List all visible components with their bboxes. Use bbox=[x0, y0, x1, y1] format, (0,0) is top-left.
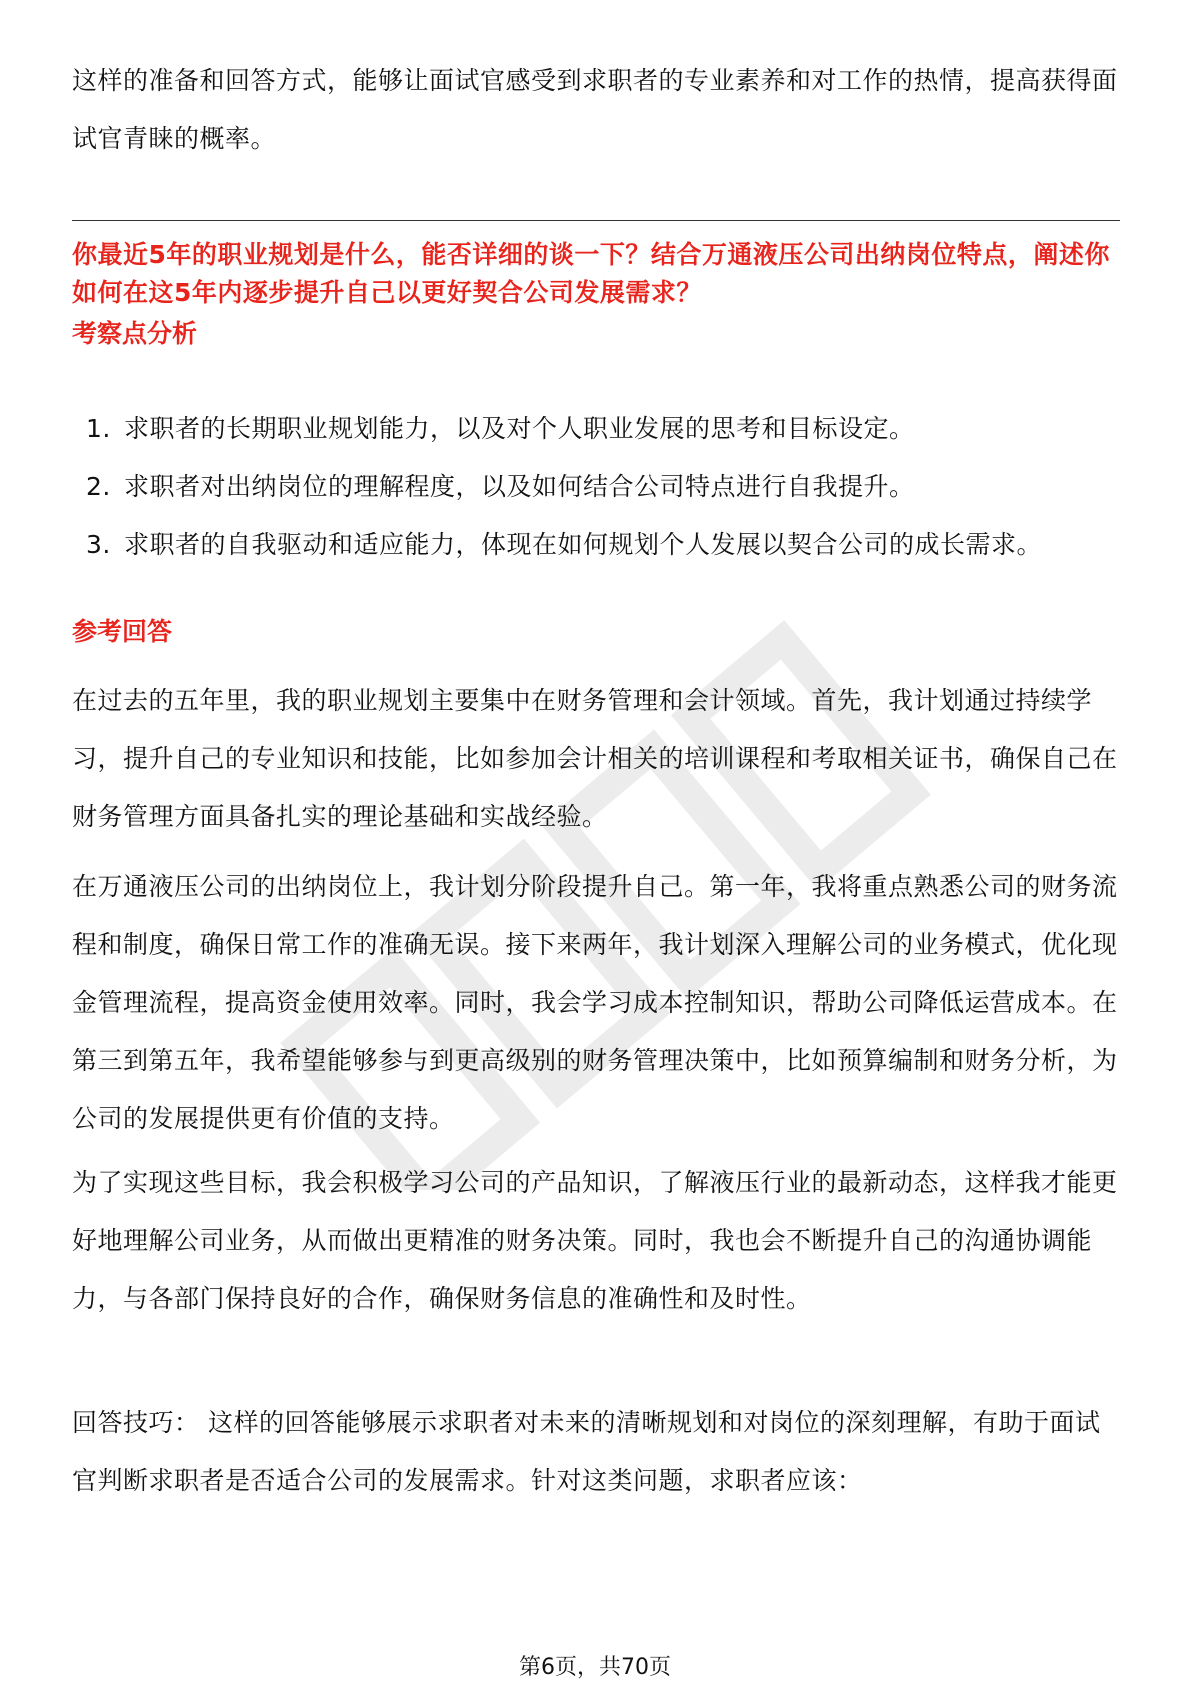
list-item bbox=[72, 400, 1120, 458]
answer-text: 在万通液压公司的出纳岗位上，我计划分阶段提升自己。第一年，我将重点熟悉公司的财务流程和制度，确保日常工作的准确无误。接下来两年，我计划深入理解公司的业务模式，优化现金管理流程，提高资金使用效率。同时，我会学习成本控制知识，帮助公司降低运营成本。在第三到第五年，我希望能够参与到更高级别的财务管理决策中，比如预算编制和财务分析，为公司的发展提供更有价值的支持。 bbox=[72, 872, 1118, 1133]
list-item bbox=[72, 458, 1120, 516]
tips-section bbox=[72, 1394, 1120, 1510]
page-number: 第6页，共70页 bbox=[519, 1655, 671, 1680]
list-item-text: 求职者的自我驱动和适应能力，体现在如何规划个人发展以契合公司的成长需求。 bbox=[124, 530, 1043, 559]
answer-heading: 参考回答 bbox=[72, 617, 173, 646]
intro-paragraph: 这样的准备和回答方式，能够让面试官感受到求职者的专业素养和对工作的热情，提高获得面试官青睐的概率。 bbox=[72, 66, 1118, 153]
list-item bbox=[72, 516, 1120, 574]
question-heading: 你最近5年的职业规划是什么，能否详细的谈一下？结合万通液压公司出纳岗位特点，阐述你如何在这5年内逐步提升自己以更好契合公司发展需求？ bbox=[72, 240, 1110, 307]
answer-text: 在过去的五年里，我的职业规划主要集中在财务管理和会计领域。首先，我计划通过持续学习，提升自己的专业知识和技能，比如参加会计相关的培训课程和考取相关证书，确保自己在财务管理方面具备扎实的理论基础和实战经验。 bbox=[72, 686, 1118, 831]
answer-text: 为了实现这些目标，我会积极学习公司的产品知识，了解液压行业的最新动态，这样我才能更好地理解公司业务，从而做出更精准的财务决策。同时，我也会不断提升自己的沟通协调能力，与各部门保持良好的合作，确保财务信息的准确性和及时性。 bbox=[72, 1168, 1118, 1313]
answer-paragraph-3 bbox=[72, 1154, 1120, 1328]
list-item-number: 2. bbox=[86, 472, 111, 501]
tips-text: 回答技巧： 这样的回答能够展示求职者对未来的清晰规划和对岗位的深刻理解，有助于面试官判断求职者是否适合公司的发展需求。针对这类问题，求职者应该： bbox=[72, 1408, 1101, 1495]
list-item-text: 求职者的长期职业规划能力，以及对个人职业发展的思考和目标设定。 bbox=[124, 414, 915, 443]
analysis-heading: 考察点分析 bbox=[72, 319, 198, 348]
intro-section bbox=[72, 52, 1120, 168]
answer-paragraph-1 bbox=[72, 672, 1120, 846]
list-item-number: 3. bbox=[86, 530, 111, 559]
answer-paragraph-2 bbox=[72, 858, 1120, 1148]
section-divider bbox=[72, 220, 1120, 221]
analysis-list bbox=[72, 400, 1120, 574]
list-item-number: 1. bbox=[86, 414, 111, 443]
list-item-text: 求职者对出纳岗位的理解程度，以及如何结合公司特点进行自我提升。 bbox=[124, 472, 915, 501]
